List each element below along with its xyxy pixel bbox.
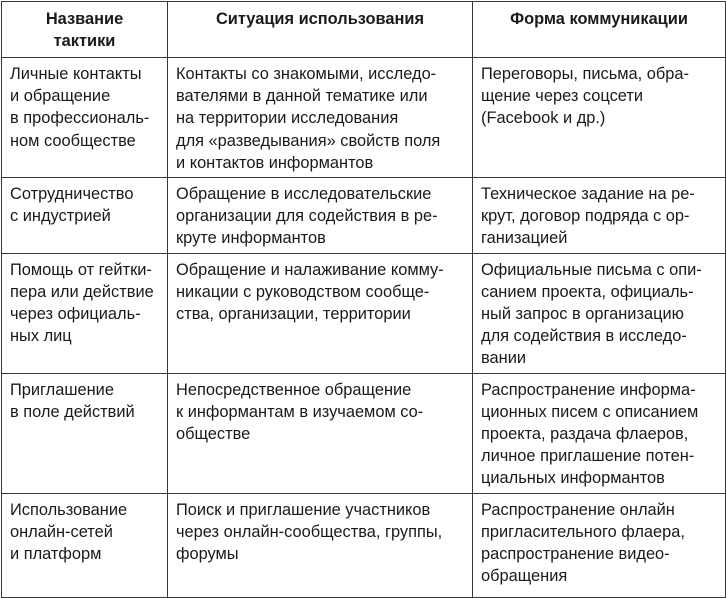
table-row [2, 373, 726, 493]
cell-situation: Обращение в исследовательские организации для содействия в ре- круте информантов [168, 178, 473, 254]
cell-situation: Непосредственное обращение к информантам в изучаемом со- обществе [168, 373, 473, 493]
cell-tactic: Использование онлайн-сетей и платформ [2, 493, 168, 597]
table-row [2, 178, 726, 254]
tactics-table [1, 1, 726, 598]
table-header-row [2, 2, 726, 58]
cell-tactic: Помощь от гейтки- пера или действие через официаль- ных лиц [2, 253, 168, 373]
table-row [2, 58, 726, 178]
cell-communication: Техническое задание на ре- крут, договор подряда с ор- ганизацией [473, 178, 726, 254]
cell-communication: Официальные письма с опи- санием проекта, официаль- ный запрос в организацию для содействия в исследо- вании [473, 253, 726, 373]
header-tactic-name: Название тактики [2, 2, 168, 58]
header-usage-situation: Ситуация использования [168, 2, 473, 58]
table-row [2, 253, 726, 373]
cell-communication: Распространение информа- ционных писем с описанием проекта, раздача флаеров, личное приглашение потен- циальных информантов [473, 373, 726, 493]
cell-communication: Переговоры, письма, обра- щение через соцсети (Facebook и др.) [473, 58, 726, 178]
header-communication-form: Форма коммуникации [473, 2, 726, 58]
cell-tactic: Приглашение в поле действий [2, 373, 168, 493]
cell-communication: Распространение онлайн пригласительного флаера, распространение видео- обращения [473, 493, 726, 597]
cell-situation: Контакты со знакомыми, исследо- вателями в данной тематике или на территории исследования для «разведывания» свойств поля и контактов информантов [168, 58, 473, 178]
table-row [2, 493, 726, 597]
cell-tactic: Сотрудничество с индустрией [2, 178, 168, 254]
cell-tactic: Личные контакты и обращение в профессиональ- ном сообществе [2, 58, 168, 178]
cell-situation: Обращение и налаживание комму- никации с руководством сообще- ства, организации, территории [168, 253, 473, 373]
cell-situation: Поиск и приглашение участников через онлайн-сообщества, группы, форумы [168, 493, 473, 597]
